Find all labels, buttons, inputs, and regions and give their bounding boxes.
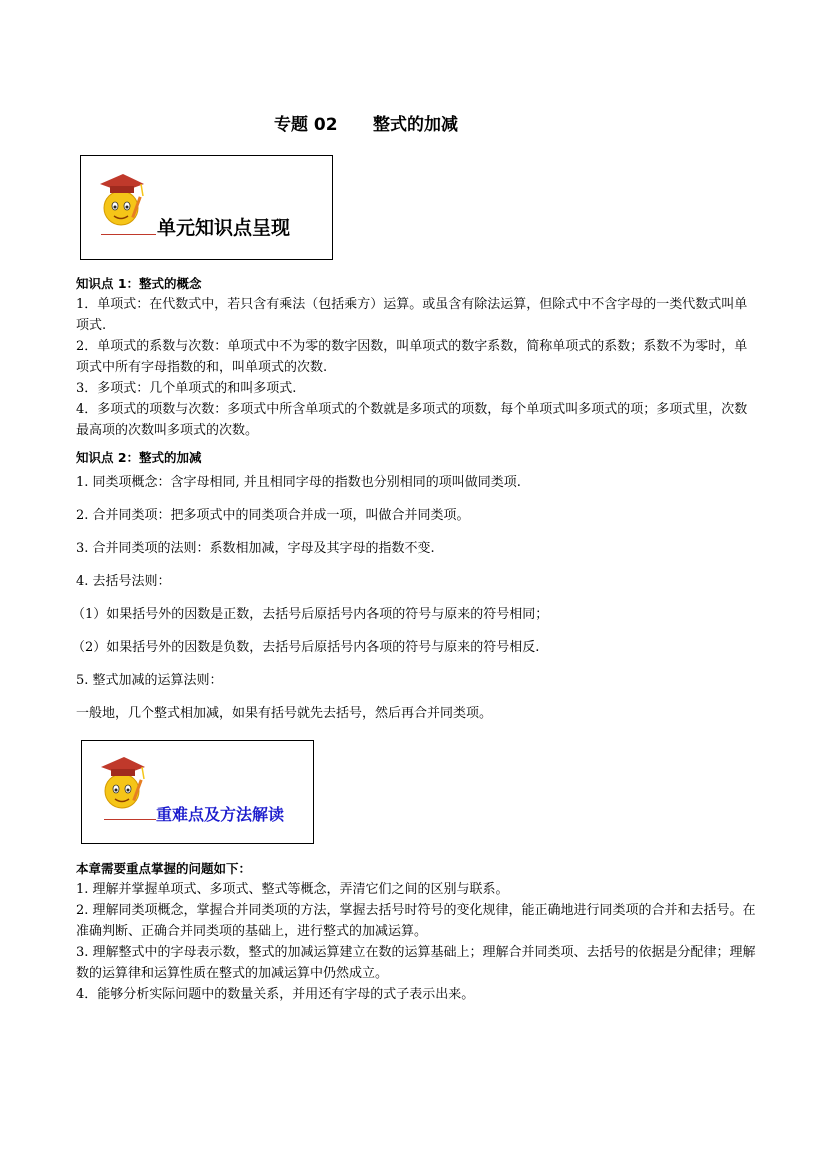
list-item: 1. 理解并掌握单项式、多项式、整式等概念，弄清它们之间的区别与联系。 (76, 882, 509, 897)
list-item: 3. 合并同类项的法则：系数相加减，字母及其字母的指数不变. (76, 541, 435, 556)
list-item: 2. 理解同类项概念，掌握合并同类项的方法，掌握去括号时符号的变化规律，能正确地进行同类项的合并和去括号。在准确判断、正确合并同类项的基础上，进行整式的加减运算。 (76, 903, 756, 939)
page-title: 专题 02 整式的加减 (273, 115, 459, 135)
list-item: 2. 合并同类项：把多项式中的同类项合并成一项，叫做合并同类项。 (76, 508, 470, 523)
graduate-mascot-icon (97, 166, 147, 230)
list-item: （2）如果括号外的因数是负数，去括号后原括号内各项的符号与原来的符号相反. (72, 640, 540, 655)
section-heading: 本章需要重点掌握的问题如下： (76, 861, 252, 876)
list-item: 4. 去括号法则： (76, 574, 171, 589)
list-item: 4．能够分析实际问题中的数量关系，并用还有字母的式子表示出来。 (76, 987, 475, 1002)
banner-underline (101, 234, 156, 235)
key-points (76, 858, 756, 1005)
section-heading: 知识点 2：整式的加减 (76, 450, 202, 465)
list-item: （1）如果括号外的因数是正数，去括号后原括号内各项的符号与原来的符号相同； (72, 607, 549, 622)
knowledge-point-2 (72, 447, 756, 724)
knowledge-point-1 (76, 273, 756, 441)
banner-label: 重难点及方法解读 (156, 805, 285, 824)
list-item: 4．多项式的项数与次数：多项式中所含单项式的个数就是多项式的项数，每个单项式叫多项式的项；多项式里，次数最高项的次数叫多项式的次数。 (76, 402, 748, 438)
banner-label: 单元知识点呈现 (157, 217, 291, 239)
section-banner-knowledge (80, 155, 333, 260)
list-item: 1．单项式：在代数式中，若只含有乘法（包括乘方）运算。或虽含有除法运算，但除式中不含字母的一类代数式叫单项式. (76, 297, 748, 333)
section-heading: 知识点 1：整式的概念 (76, 276, 202, 291)
list-item: 5. 整式加减的运算法则： (76, 673, 223, 688)
banner-underline (104, 819, 156, 820)
list-item: 3. 理解整式中的字母表示数，整式的加减运算建立在数的运算基础上；理解合并同类项、去括号的依据是分配律；理解数的运算律和运算性质在整式的加减运算中仍然成立。 (76, 945, 756, 981)
list-item: 一般地，几个整式相加减，如果有括号就先去括号，然后再合并同类项。 (76, 706, 493, 721)
section-banner-difficulties (81, 740, 314, 844)
graduate-mascot-icon (98, 749, 148, 813)
list-item: 1. 同类项概念：含字母相同, 并且相同字母的指数也分别相同的项叫做同类项. (76, 475, 521, 490)
list-item: 3．多项式：几个单项式的和叫多项式. (76, 381, 297, 396)
list-item: 2．单项式的系数与次数：单项式中不为零的数字因数，叫单项式的数字系数，简称单项式的系数；系数不为零时，单项式中所有字母指数的和，叫单项式的次数. (76, 339, 748, 375)
